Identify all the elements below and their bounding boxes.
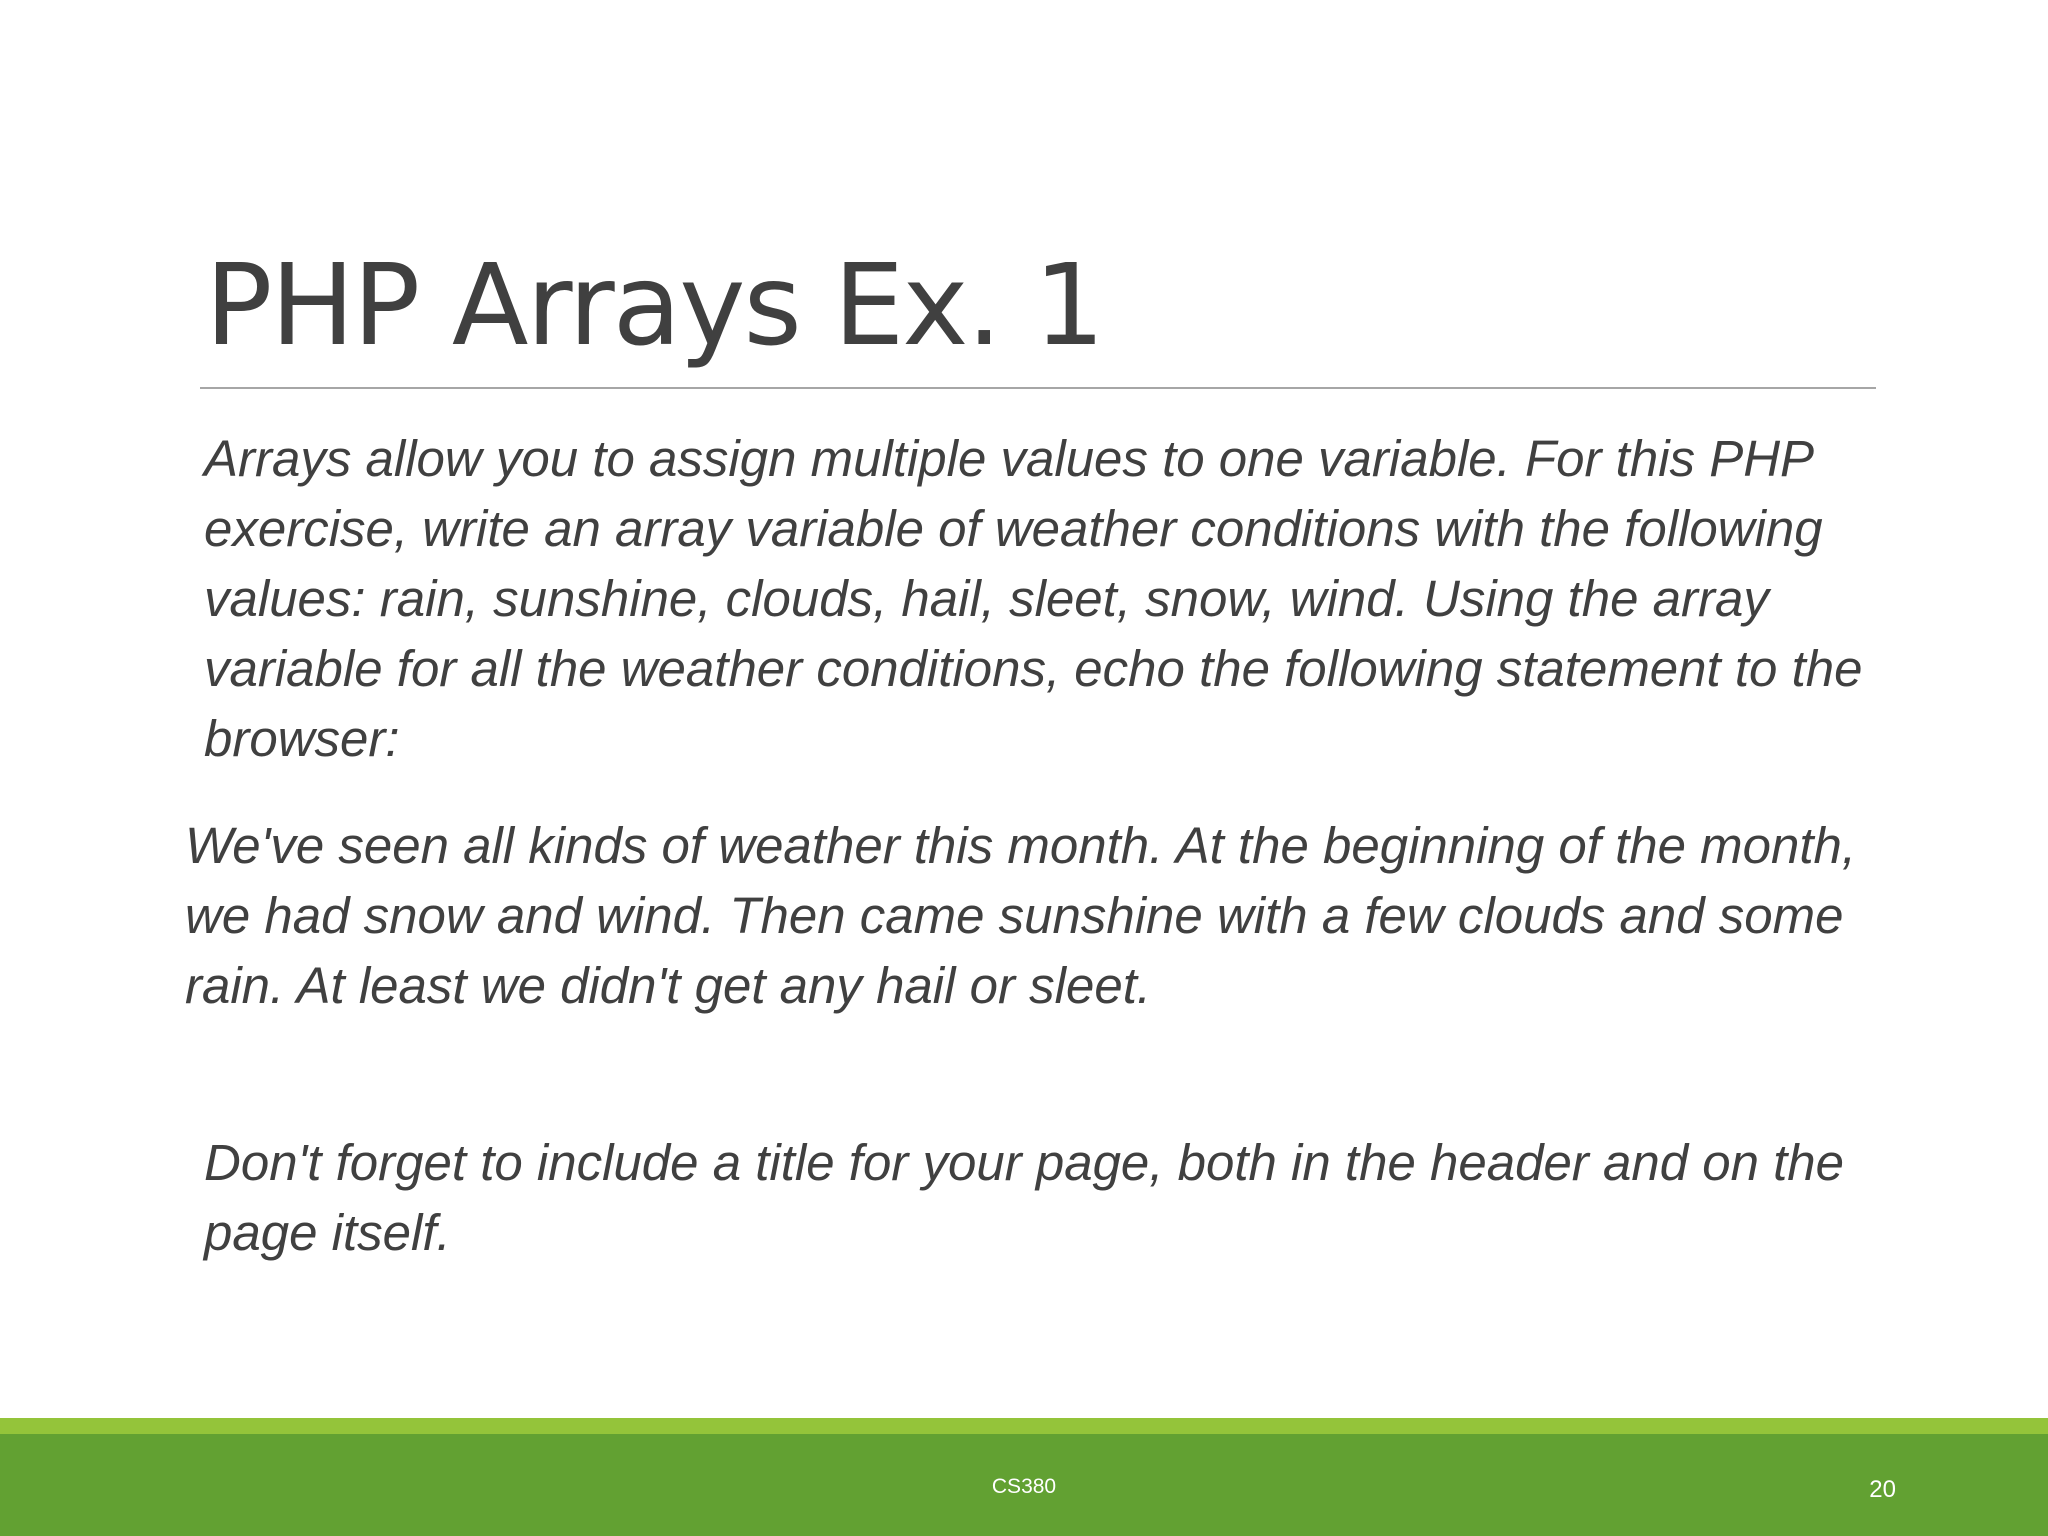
slide-number: 20 [1869,1476,1896,1503]
title-divider [200,387,1876,389]
exercise-instructions: Arrays allow you to assign multiple values to one variable. For this PHP exercise, write an array variable of weather conditions with the following values: rain, sunshine, clouds, hail, sleet, snow, wind. Using the array variable for all the weather conditions, echo the following statement to the browser: [204,430,1863,767]
footer-accent-stripe [0,1418,2048,1434]
footer-course-label: CS380 [991,1475,1057,1498]
slide-title: PHP Arrays Ex. 1 [205,241,1104,371]
title-reminder: Don't forget to include a title for your page, both in the header and on the page itself. [204,1134,1845,1261]
weather-statement: We've seen all kinds of weather this month. At the beginning of the month, we had snow and wind. Then came sunshine with a few clouds and some rain. At least we didn't get any hail or sleet. [185,817,1857,1014]
